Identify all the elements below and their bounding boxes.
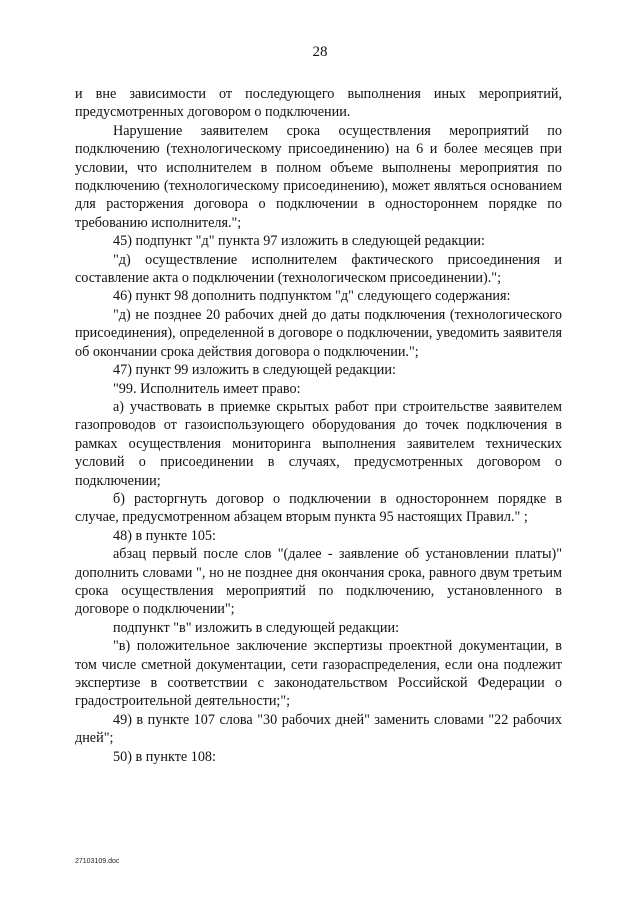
paragraph-1: и вне зависимости от последующего выполнения иных мероприятий, предусмотренных договором о подключении. <box>75 86 562 121</box>
paragraph-8: "99. Исполнитель имеет право: <box>113 380 301 397</box>
paragraph-15: 49) в пункте 107 слова "30 рабочих дней" заменить словами "22 рабочих дней"; <box>75 711 562 747</box>
paragraph-5: 46) пункт 98 дополнить подпунктом "д" следующего содержания: <box>113 288 511 305</box>
paragraph-3: 45) подпункт "д" пункта 97 изложить в следующей редакции: <box>113 233 485 250</box>
paragraph-14: "в) положительное заключение экспертизы проектной документации, в том числе сметной документации, сети газораспределения, если она подлежит экспертизе в соответствии с законодательством Российской Федерации о градостроительной деятельности;"; <box>75 638 562 710</box>
paragraph-10: б) расторгнуть договор о подключении в одностороннем порядке в случае, предусмотренном абзацем вторым пункта 95 настоящих Правил." ; <box>75 490 562 526</box>
page-number: 28 <box>312 44 328 60</box>
paragraph-9: а) участвовать в приемке скрытых работ при строительстве заявителем газопроводов от газоиспользующего оборудования до точек подключения в рамках осуществления мониторинга выполнения заявителем технических условий о присоединении в случаях, предусмотренных договором о подключении; <box>75 398 562 489</box>
paragraph-4: "д) осуществление исполнителем фактического присоединения и составление акта о подключении (технологическом присоединении)."; <box>75 251 562 287</box>
paragraph-12: абзац первый после слов "(далее - заявление об установлении платы)" дополнить словами ", но не позднее дня окончания срока, равного двум третьим срока осуществления мероприятий по подключению, установленного в договоре о подключении"; <box>75 546 562 618</box>
document-filename: 27103109.doc <box>75 858 120 865</box>
paragraph-16: 50) в пункте 108: <box>113 748 216 765</box>
paragraph-7: 47) пункт 99 изложить в следующей редакции: <box>113 362 396 379</box>
paragraph-11: 48) в пункте 105: <box>113 527 216 544</box>
paragraph-6: "д) не позднее 20 рабочих дней до даты подключения (технологического присоединения), определенной в договоре о подключении, уведомить заявителя об окончании срока действия договора о подключении."; <box>75 306 562 360</box>
document-body <box>75 85 562 766</box>
paragraph-13: подпункт "в" изложить в следующей редакции: <box>113 619 400 636</box>
paragraph-2: Нарушение заявителем срока осуществления мероприятий по подключению (технологическому присоединению) на 6 и более месяцев при условии, что исполнителем в полном объеме выполнены мероприятия по подключению (технологическому присоединению), может являться основанием для расторжения договора о подключении в одностороннем порядке по требованию исполнителя."; <box>75 122 562 231</box>
